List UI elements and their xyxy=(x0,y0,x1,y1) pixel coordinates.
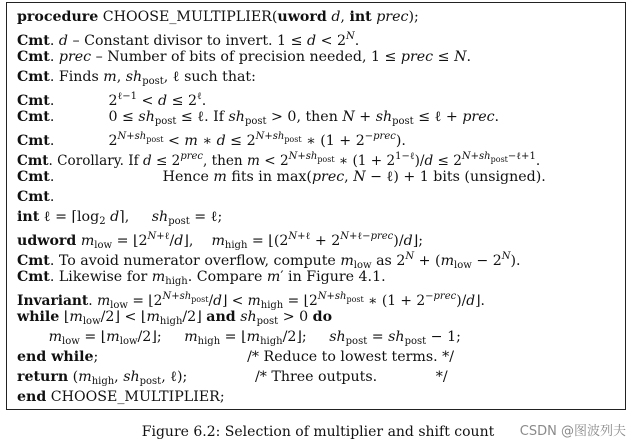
code-line-11: int ℓ = $⌈\log_2$ d⌉, $sh_{post}$ = ℓ; xyxy=(17,209,223,227)
code-line-9: Cmt. Hence m fits in max(prec, N − ℓ) + 1 bits (unsigned). xyxy=(17,169,546,185)
code-line-15: Invariant. $m_{low}$ = $⌊2^{N+sh_{post}}/d⌋ < m_{high}$ = $⌊2^{N+sh_{post}}$ ∗ $(1 + 2^{-prec})/d⌋$. xyxy=(17,291,485,311)
code-line-7: Cmt. $2^{N+sh_{post}} < m$ ∗ $d \le 2^{N+sh_{post}}$ ∗ $(1 + 2^{-prec})$. xyxy=(17,131,406,149)
code-line-6: Cmt. $0 \le sh_{post}$ ≤ ℓ. If $sh_{post} > 0$, then $N + sh_{post}$ ≤ ℓ + prec. xyxy=(17,109,500,127)
code-line-5: Cmt. $2^{\ell-1} < d \le 2^\ell$. xyxy=(17,91,207,109)
code-line-13: Cmt. To avoid numerator overflow, compute $m_{low}$ as $2^N + (m_{low} - 2^N)$. xyxy=(17,251,521,271)
code-line-8: Cmt. Corollary. If $d \le 2^{prec}$, then $m < 2^{N+sh_{post}}$ ∗ $(1 + 2^{1-\ell})/d \le 2^{N+sh_{post}-\ell+1}$. xyxy=(17,151,541,169)
code-line-20: end CHOOSE_MULTIPLIER; xyxy=(17,389,225,405)
algorithm-box xyxy=(6,2,626,410)
figure-caption: Figure 6.2: Selection of multiplier and shift count xyxy=(141,424,495,440)
code-line-10: Cmt. xyxy=(17,189,55,205)
code-line-14: Cmt. Likewise for $m_{high}$. Compare m′ in Figure 4.1. xyxy=(17,269,386,287)
code-line-1: procedure CHOOSE_MULTIPLIER(uword d, int prec); xyxy=(17,9,419,25)
code-line-2: Cmt. d – Constant divisor to invert. $1 \le d < 2^N$. xyxy=(17,31,360,49)
code-line-4: Cmt. Finds m, $sh_{post}$, ℓ such that: xyxy=(17,69,256,87)
code-line-3: Cmt. prec – Number of bits of precision needed, 1 ≤ prec ≤ N. xyxy=(17,49,471,65)
code-line-17: $m_{low}$ = $⌊m_{low}/2⌋$; $m_{high}$ = $⌊m_{high}/2⌋$; $sh_{post} = sh_{post} - 1$; xyxy=(48,329,461,347)
code-line-18: end while; /* Reduce to lowest terms. */ xyxy=(17,349,455,365)
code-line-12: udword $m_{low}$ = $⌊2^{N+\ell}/d⌋$, $m_{high}$ = $⌊(2^{N+\ell}$ + $2^{N+\ell-prec})/d⌋$; xyxy=(17,231,424,251)
watermark: CSDN @图波列夫 xyxy=(519,424,626,439)
code-line-19: return ($m_{high}$, $sh_{post}$, ℓ); /* Three outputs. */ xyxy=(17,369,448,387)
code-line-16: while $⌊m_{low}/2⌋$ < $⌊m_{high}/2⌋$ and $sh_{post} > 0$ do xyxy=(17,309,333,327)
